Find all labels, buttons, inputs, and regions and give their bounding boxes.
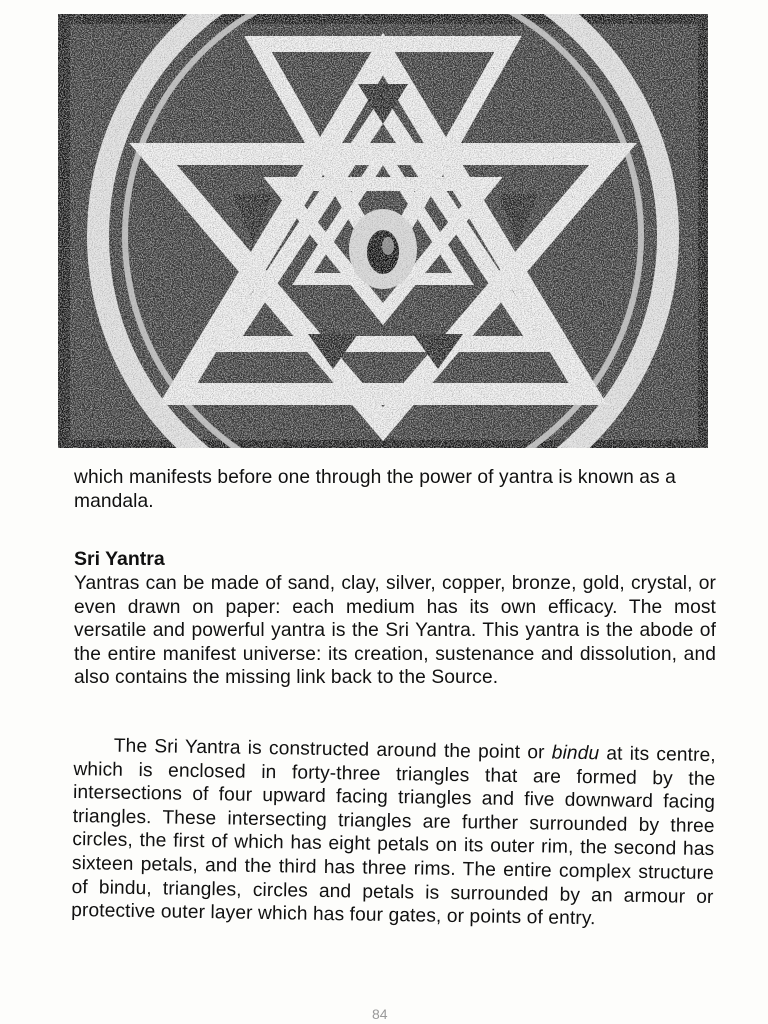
page-number: 84 xyxy=(372,1006,388,1022)
body-paragraph-2 xyxy=(71,734,716,933)
photo-grain xyxy=(58,14,708,448)
sri-yantra-photo xyxy=(58,14,708,448)
section-heading: Sri Yantra xyxy=(74,548,165,570)
lead-text: which manifests before one through the power of yantra is known as a mandala. xyxy=(74,467,676,512)
bindu-emphasis: bindu xyxy=(551,742,600,765)
sri-yantra-relief-image xyxy=(58,14,708,448)
paragraph-2-rest: at its centre, which is enclosed in forty-three triangles that are formed by the intersections of four upward facing triangles and five downward facing triangles. These intersecting triangles are further surrounded by three circles, the first of which has eight petals on its outer rim, the second has sixteen petals, and the third has three rims. The entire complex structure of bindu, triangles, circles and petals is surrounded by an armour or protective outer layer which has four gates, or points of entry. xyxy=(71,743,716,930)
body-paragraph-1: Yantras can be made of sand, clay, silver, copper, bronze, gold, crystal, or even drawn on paper: each medium has its own efficacy. The most versatile and powerful yantra is the Sri Yantra. This yantra is the abode of the entire manifest universe: its creation, sustenance and dissolution, and also contains the missing link back to the Source. xyxy=(74,573,716,689)
paragraph-2-start: The Sri Yantra is constructed around the point or xyxy=(113,735,552,764)
